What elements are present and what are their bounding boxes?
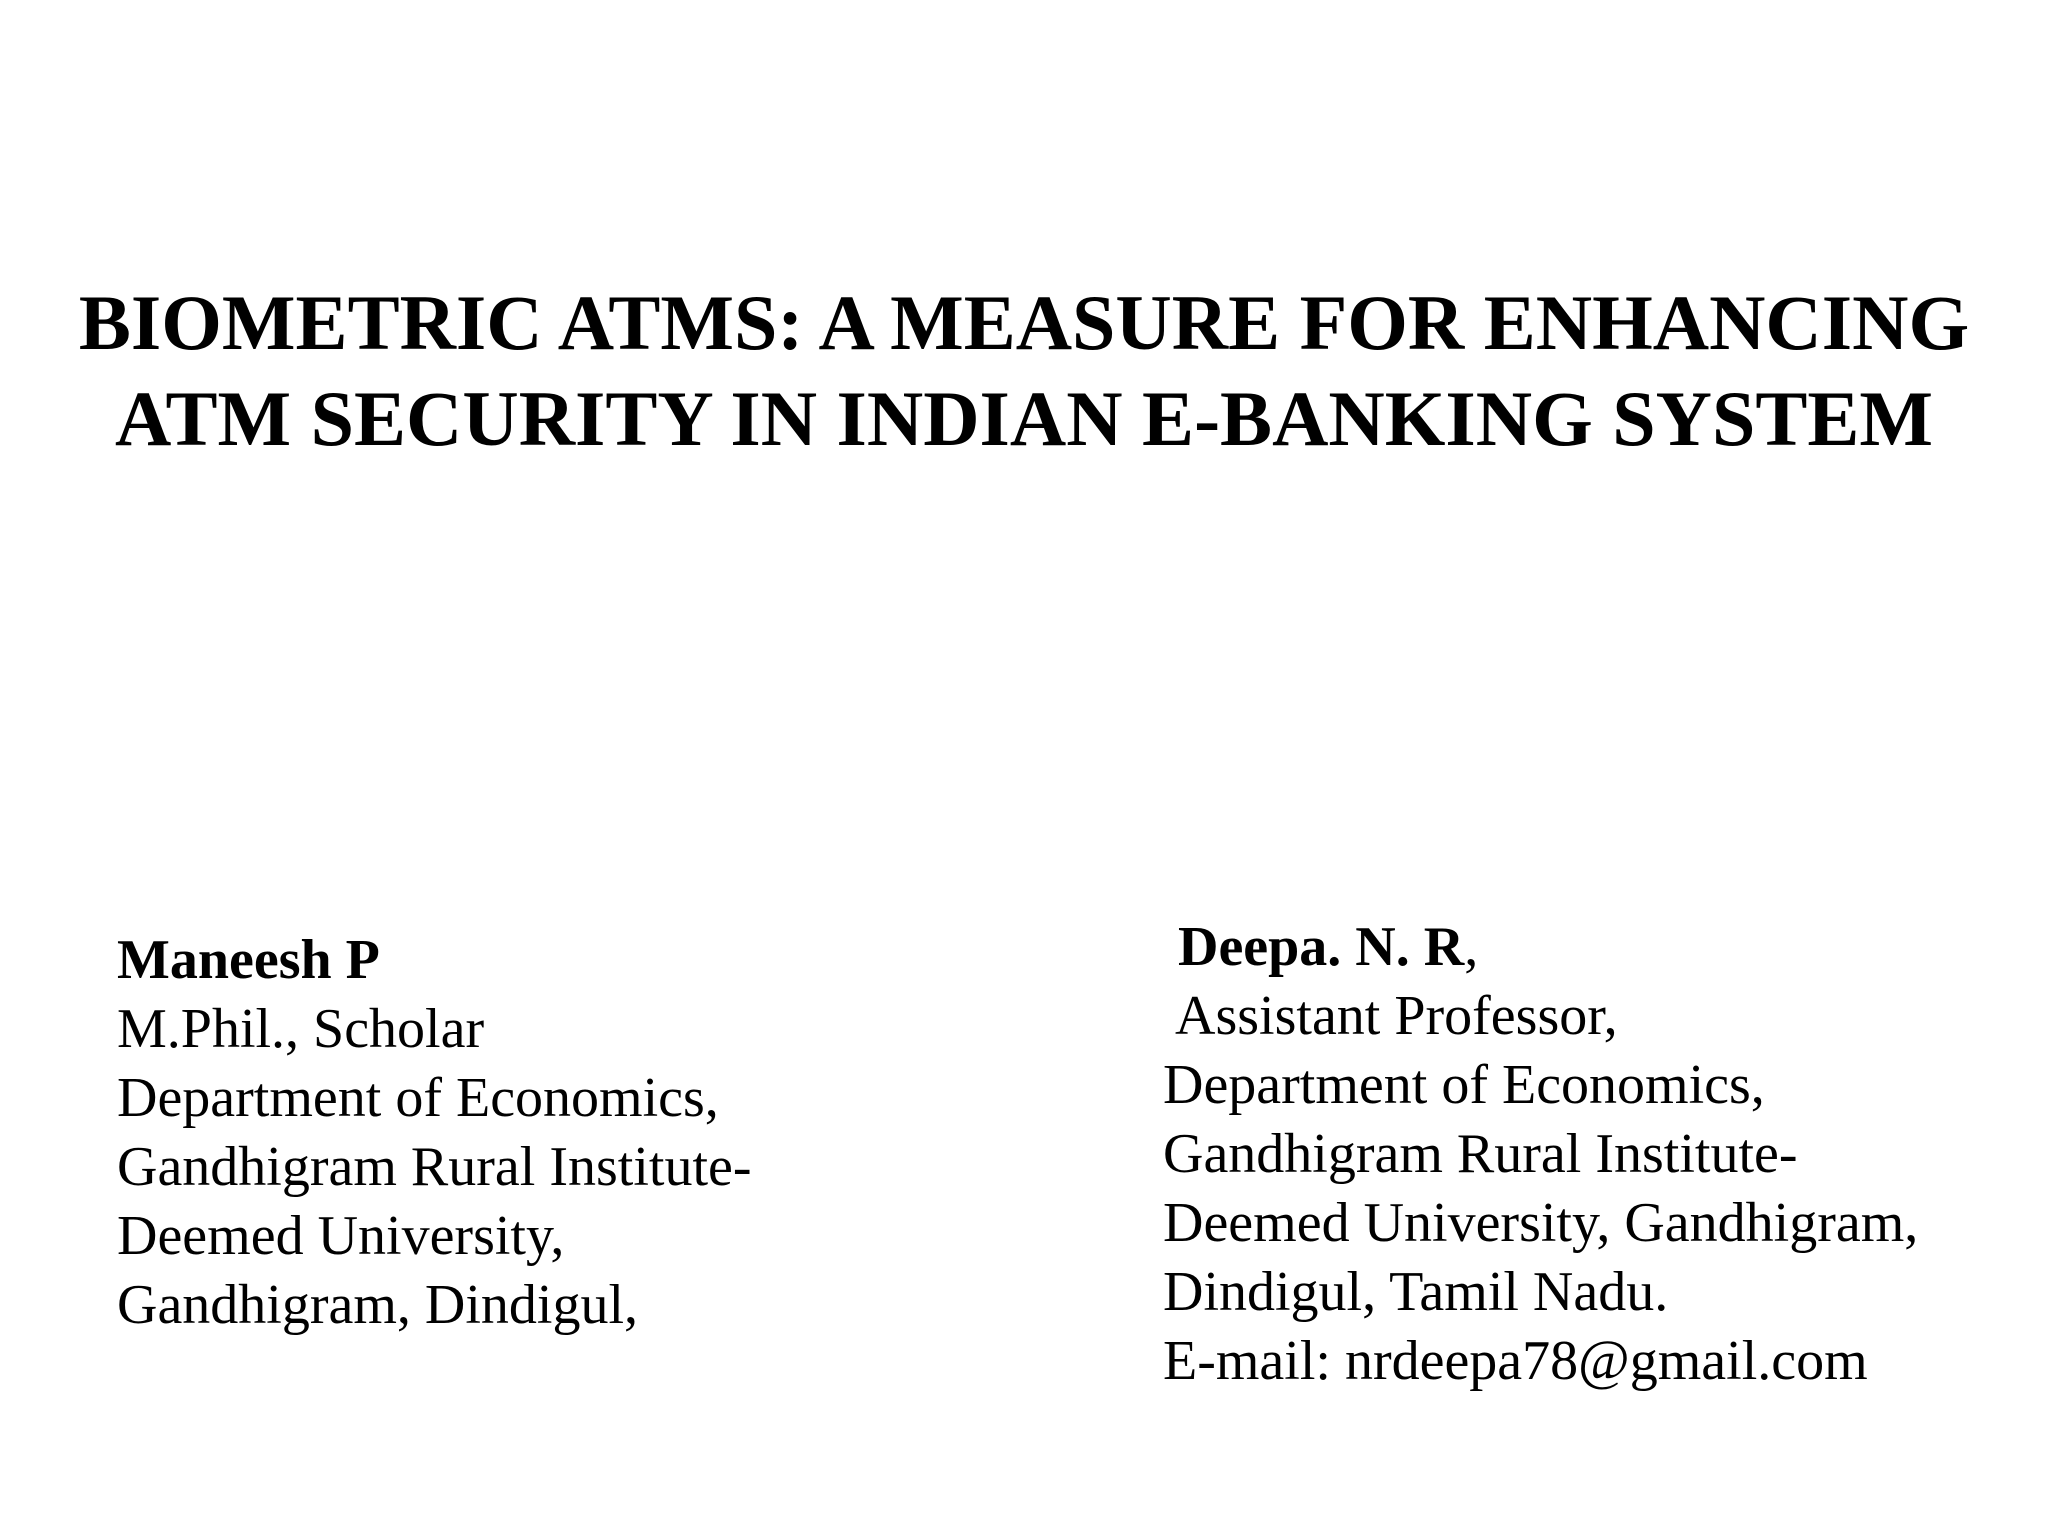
author-2-department: Department of Economics, (1163, 1054, 1765, 1116)
title-line-1: BIOMETRIC ATMS: A MEASURE FOR ENHANCING (78, 279, 1970, 366)
author-2-institute: Gandhigram Rural Institute- (1163, 1123, 1798, 1185)
author-1-position: M.Phil., Scholar (117, 998, 485, 1060)
title-line-2: ATM SECURITY IN INDIAN E-BANKING SYSTEM (114, 375, 1934, 462)
author-1-name: Maneesh P (117, 929, 380, 991)
paper-title (0, 275, 2048, 467)
author-2-university: Deemed University, Gandhigram, (1163, 1192, 1919, 1254)
author-1-location: Gandhigram, Dindigul, (117, 1274, 639, 1336)
author-1-department: Department of Economics, (117, 1067, 719, 1129)
author-1-university: Deemed University, (117, 1205, 565, 1267)
author-block-2 (1163, 913, 1918, 1396)
author-1-institute: Gandhigram Rural Institute- (117, 1136, 752, 1198)
author-2-email: E-mail: nrdeepa78@gmail.com (1163, 1330, 1868, 1392)
author-2-location: Dindigul, Tamil Nadu. (1163, 1261, 1669, 1323)
author-2-name: Deepa. N. R (1178, 916, 1465, 978)
author-2-position: Assistant Professor, (1175, 985, 1618, 1047)
author-2-name-suffix: , (1464, 916, 1479, 978)
author-2-name-line (1163, 913, 1918, 982)
author-block-1 (117, 926, 752, 1340)
